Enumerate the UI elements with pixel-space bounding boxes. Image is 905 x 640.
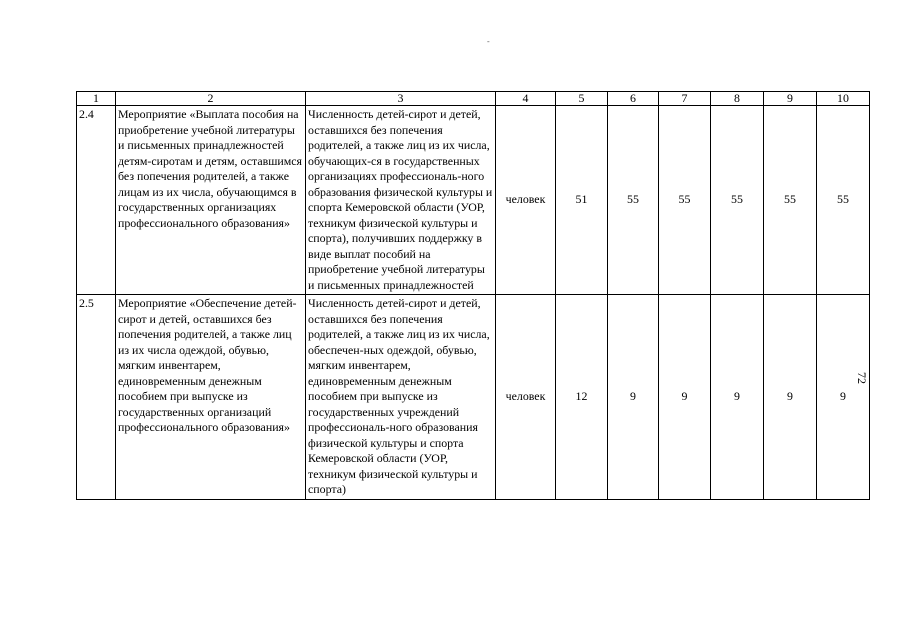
measure-cell: Мероприятие «Обеспечение детей-сирот и детей, оставшихся без попечения родителей, а также лиц из их числа одеждой, обувью, мягким инвентарем, единовременным денежным пособием при выпуске из государственных организаций профессионального образования»: [116, 295, 306, 500]
indicators-table: [76, 91, 870, 500]
col-header-8: 8: [711, 92, 764, 106]
value-cell: 9: [659, 295, 711, 500]
col-header-1: 1: [77, 92, 116, 106]
page-number: 72: [855, 372, 869, 384]
value-cell: 9: [608, 295, 659, 500]
indicator-cell: Численность детей-сирот и детей, оставшихся без попечения родителей, а также лиц из их числа, обучающих-ся в государственных организациях профессиональ-ного образования физической культуры и спорта Кемеровской области (УОР, техникум физической культуры и спорта), получивших поддержку в виде выплат пособий на приобретение учебной литературы и письменных принадлежностей: [306, 106, 496, 295]
row-code: 2.4: [77, 106, 116, 295]
page-mark: -: [487, 37, 490, 46]
value-cell: 55: [817, 106, 870, 295]
measure-cell: Мероприятие «Выплата пособия на приобретение учебной литературы и письменных принадлежностей детям-сиротам и детям, оставшимся без попечения родителей, а также лицам из их числа, обучающимся в государственных организациях профессионального образования»: [116, 106, 306, 295]
col-header-3: 3: [306, 92, 496, 106]
value-cell: 9: [817, 295, 870, 500]
value-cell: 12: [556, 295, 608, 500]
col-header-7: 7: [659, 92, 711, 106]
col-header-10: 10: [817, 92, 870, 106]
indicator-cell: Численность детей-сирот и детей, оставшихся без попечения родителей, а также лиц из их числа, обеспечен-ных одеждой, обувью, мягким инвентарем, единовременным денежным пособием при выпуске из государственных учреждений профессиональ-ного образования физической культуры и спорта Кемеровской области (УОР, техникум физической культуры и спорта): [306, 295, 496, 500]
col-header-9: 9: [764, 92, 817, 106]
unit-cell: человек: [496, 295, 556, 500]
col-header-5: 5: [556, 92, 608, 106]
table-row: [77, 295, 870, 500]
row-code: 2.5: [77, 295, 116, 500]
value-cell: 55: [608, 106, 659, 295]
value-cell: 55: [659, 106, 711, 295]
value-cell: 9: [764, 295, 817, 500]
col-header-4: 4: [496, 92, 556, 106]
table-row: [77, 106, 870, 295]
value-cell: 55: [711, 106, 764, 295]
value-cell: 9: [711, 295, 764, 500]
header-row: [77, 92, 870, 106]
unit-cell: человек: [496, 106, 556, 295]
col-header-6: 6: [608, 92, 659, 106]
value-cell: 51: [556, 106, 608, 295]
value-cell: 55: [764, 106, 817, 295]
col-header-2: 2: [116, 92, 306, 106]
